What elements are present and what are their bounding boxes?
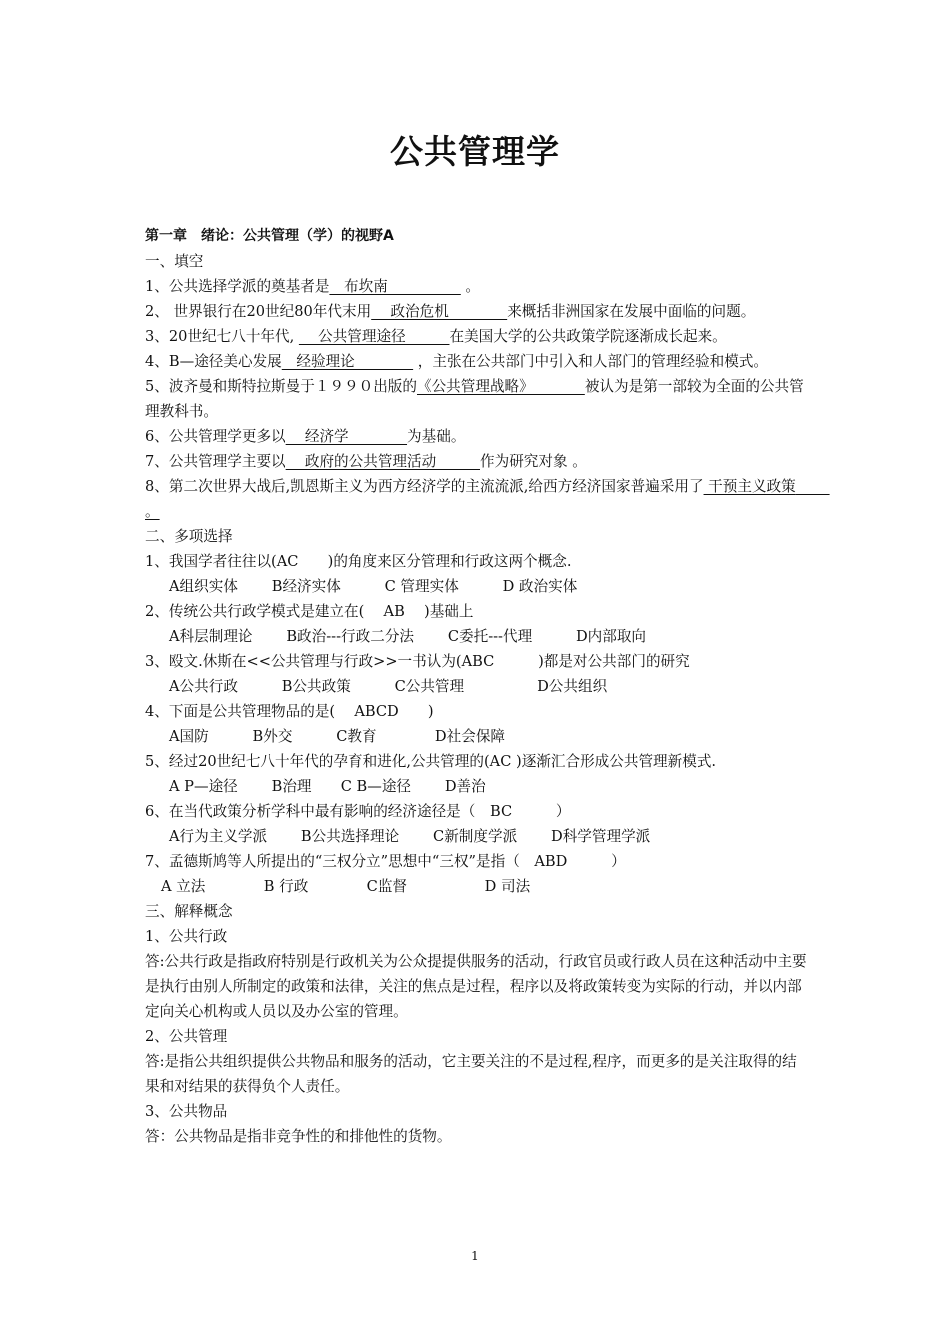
mc-question-3: 3、殴文.休斯在<<公共管理与行政>>一书认为(ABC )都是对公共部门的研究 <box>145 653 690 670</box>
page-number: 1 <box>471 1249 479 1263</box>
fill-question-2: 2、 世界银行在20世纪80年代末用 政治危机 来概括非洲国家在发展中面临的问题。 <box>145 303 756 320</box>
mc-question-1: 1、我国学者往往以(AC )的角度来区分管理和行政这两个概念. <box>145 553 572 570</box>
concept-answer-2: 答:是指公共组织提供公共物品和服务的活动，它主要关注的不是过程,程序，而更多的是关注取得的结果和对结果的获得负个人责任。 <box>145 1053 797 1095</box>
fill-question-4: 4、B—途径美心发展 经验理论 ，主张在公共部门中引入和人部门的管理经验和模式。 <box>145 353 769 370</box>
mc-options-5: A P—途径 B治理 C B—途径 D善治 <box>169 778 486 795</box>
answer-blank: 经验理论 <box>281 353 414 370</box>
section-heading-concepts: 三、解释概念 <box>145 903 233 920</box>
mc-question-5: 5、经过20世纪七八十年代的孕育和进化,公共管理的(AC )逐渐汇合形成公共管理新模式. <box>145 753 717 770</box>
answer-blank: 经济学 <box>285 428 408 445</box>
fill-question-3: 3、20世纪七八十年代, 公共管理途径 在美国大学的公共政策学院逐渐成长起来。 <box>145 328 727 345</box>
fill-question-6: 6、公共管理学更多以 经济学 为基础。 <box>145 428 466 445</box>
mc-question-6: 6、在当代政策分析学科中最有影响的经济途径是（ BC ） <box>145 803 571 820</box>
fill-question-5: 5、波齐曼和斯特拉斯曼于１９９０出版的《公共管理战略》 被认为是第一部较为全面的公共管理教科书。 <box>145 378 804 420</box>
mc-options-3: A公共行政 B公共政策 C公共管理 D公共组织 <box>169 678 608 695</box>
mc-options-6: A行为主义学派 B公共选择理论 C新制度学派 D科学管理学派 <box>169 828 651 845</box>
fill-question-8: 8、第二次世界大战后,凯恩斯主义为西方经济学的主流流派,给西方经济国家普遍采用了 干预主义政策 。 <box>145 478 830 520</box>
section-heading-fill: 一、填空 <box>145 253 204 270</box>
concept-term-1: 1、公共行政 <box>145 928 228 945</box>
fill-question-7: 7、公共管理学主要以 政府的公共管理活动 作为研究对象 。 <box>145 453 587 470</box>
section-heading-multiple-choice: 二、多项选择 <box>145 528 233 545</box>
mc-options-4: A国防 B外交 C教育 D社会保障 <box>169 728 506 745</box>
answer-blank: 干预主义政策 。 <box>145 478 830 520</box>
concept-answer-3: 答：公共物品是指非竞争性的和排他性的货物。 <box>145 1128 452 1145</box>
mc-question-7: 7、孟德斯鸠等人所提出的“三权分立”思想中“三权”是指（ ABD ） <box>145 853 626 870</box>
page-title: 公共管理学 <box>390 132 560 171</box>
concept-term-3: 3、公共物品 <box>145 1103 228 1120</box>
document-body <box>145 224 830 1149</box>
mc-options-7: A 立法 B 行政 C监督 D 司法 <box>161 878 531 895</box>
mc-question-4: 4、下面是公共管理物品的是( ABCD ) <box>145 703 434 720</box>
concept-answer-1: 答:公共行政是指政府特别是行政机关为公众提提供服务的活动，行政官员或行政人员在这种活动中主要是执行由别人所制定的政策和法律，关注的焦点是过程，程序以及将政策转变为实际的行动，并以内部定向关心机构或人员以及办公室的管理。 <box>145 953 807 1020</box>
answer-blank: 政府的公共管理活动 <box>285 453 480 470</box>
answer-blank: 布坎南 <box>329 278 461 295</box>
mc-options-1: A组织实体 B经济实体 C 管理实体 D 政治实体 <box>169 578 578 595</box>
chapter-heading: 第一章 绪论：公共管理（学）的视野A <box>145 228 394 244</box>
answer-blank: 政治危机 <box>371 303 508 320</box>
mc-question-2: 2、传统公共行政学模式是建立在( AB )基础上 <box>145 603 474 620</box>
mc-options-2: A科层制理论 B政治---行政二分法 C委托---代理 D内部取向 <box>169 628 647 645</box>
fill-question-1: 1、公共选择学派的奠基者是 布坎南 。 <box>145 278 481 295</box>
concept-term-2: 2、公共管理 <box>145 1028 228 1045</box>
answer-blank: 《公共管理战略》 <box>416 378 585 395</box>
answer-blank: 公共管理途径 <box>298 328 450 345</box>
